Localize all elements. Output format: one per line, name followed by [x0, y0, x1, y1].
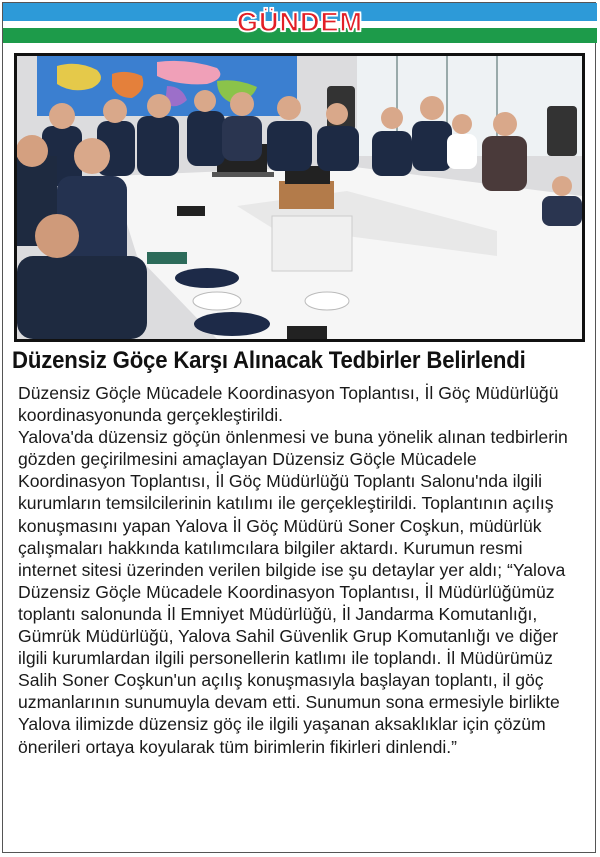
article-body — [18, 382, 586, 758]
meeting-photo-icon — [17, 56, 582, 339]
section-title: GÜNDEM — [237, 7, 363, 37]
section-banner — [3, 3, 597, 43]
article-photo — [14, 53, 585, 342]
article-lead: Düzensiz Göçle Mücadele Koordinasyon Toplantısı, İl Göç Müdürlüğü koordinasyonunda gerçekleştirildi. — [18, 383, 559, 426]
article-headline: Düzensiz Göçe Karşı Alınacak Tedbirler Belirlendi — [12, 347, 526, 374]
article-paragraph: Yalova'da düzensiz göçün önlenmesi ve buna yönelik alınan tedbirlerin gözden geçirilmesini amaçlayan Düzensiz Göçle Mücadele Koordinasyon Toplantısı, İl Göç Müdürlüğü Toplantı Salonu'nda ilgili kurumların temsilcilerinin katılımı ile gerçekleştirildi. Toplantının açılış konuşmasını yapan Yalova İl Göç Müdürü Soner Coşkun, müdürlük çalışmaları hakkında katılımcılara bilgiler aktardı. Kurumun resmi internet sitesi üzerinden verilen bilgide ise şu detaylar yer aldı; “Yalova Düzensiz Göçle Mücadele Koordinasyon Toplantısı, İl Müdürlüğümüz toplantı salonunda İl Emniyet Müdürlüğü, İl Jandarma Komutanlığı, Gümrük Müdürlüğü, Yalova Sahil Güvenlik Grup Komutanlığı ve diğer ilgili kurumlardan ilgili personellerin katlımı ile toplandı. İl Müdürümüz Salih Soner Coşkun'un açılış konuşmasıyla başlayan toplantı, il göç uzmanlarının sunumuyla devam etti. Sunumun sona ermesiyle birlikte Yalova ilimizde düzensiz göç ile ilgili yaşanan aksaklıklar için çözüm önerileri ortaya koyularak tüm birimlerin fikirleri dinlendi.” — [18, 427, 568, 757]
